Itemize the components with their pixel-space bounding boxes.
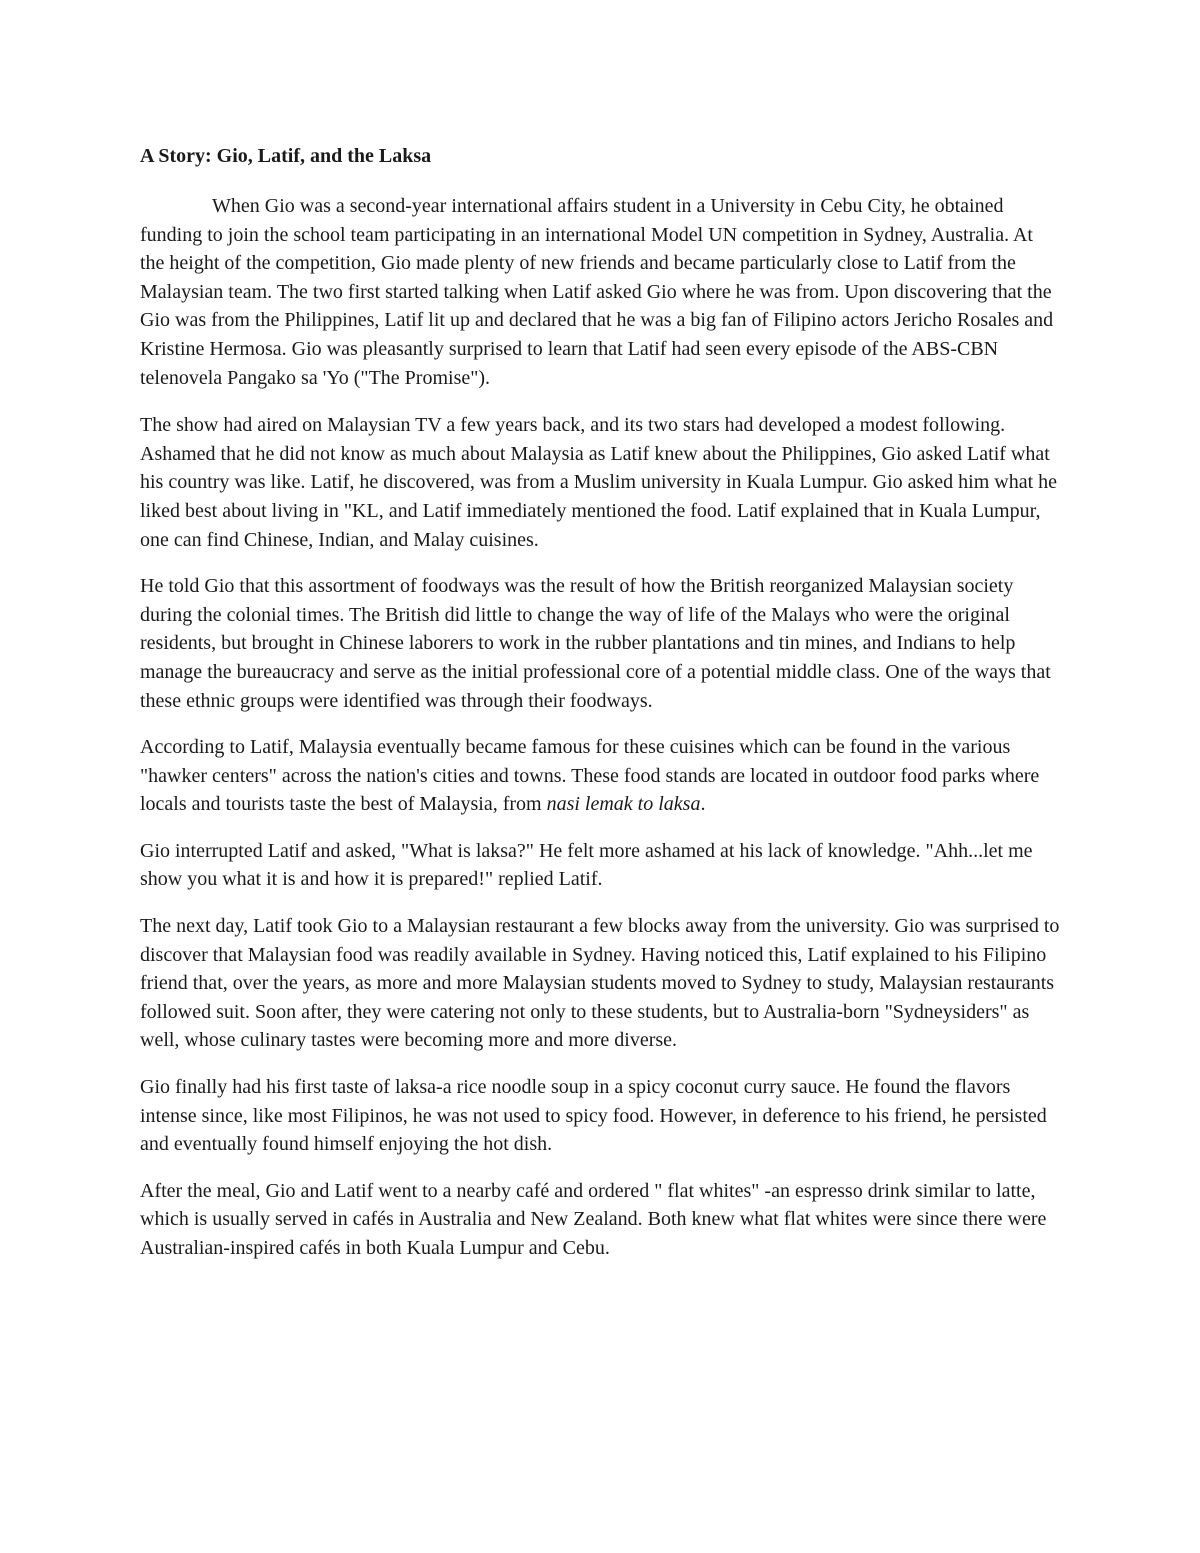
paragraph-8: After the meal, Gio and Latif went to a nearby café and ordered " flat whites" -an espresso drink similar to latte, which is usually served in cafés in Australia and New Zealand. Both knew what flat whites were since there were Australian-inspired cafés in both Kuala Lumpur and Cebu. — [140, 1179, 1047, 1259]
paragraph-4-end: . — [700, 793, 706, 816]
paragraph-2: The show had aired on Malaysian TV a few years back, and its two stars had developed a modest following. Ashamed that he did not know as much about Malaysia as Latif knew about the Philippines, Gio asked Latif what his country was like. Latif, he discovered, was from a Muslim university in Kuala Lumpur. Gio asked him what he liked best about living in "KL, and Latif immediately mentioned the food. Latif explained that in Kuala Lumpur, one can find Chinese, Indian, and Malay cuisines. — [140, 414, 1058, 551]
paragraph-6: The next day, Latif took Gio to a Malaysian restaurant a few blocks away from the university. Gio was surprised to discover that Malaysian food was readily available in Sydney. Having noticed this, Latif explained to his Filipino friend that, over the years, as more and more Malaysian students moved to Sydney to study, Malaysian restaurants followed suit. Soon after, they were catering not only to these students, but to Australia-born "Sydneysiders" as well, whose culinary tastes were becoming more and more diverse. — [140, 915, 1060, 1052]
document-title: A Story: Gio, Latif, and the Laksa — [140, 145, 432, 167]
paragraph-1: When Gio was a second-year international affairs student in a University in Cebu City, he obtained funding to join the school team participating in an international Model UN competition in Sydney, Australia. At the height of the competition, Gio made plenty of new friends and became particularly close to Latif from the Malaysian team. The two first started talking when Latif asked Gio where he was from. Upon discovering that the Gio was from the Philippines, Latif lit up and declared that he was a big fan of Filipino actors Jericho Rosales and Kristine Hermosa. Gio was pleasantly surprised to learn that Latif had seen every episode of the ABS-CBN telenovela Pangako sa 'Yo ("The Promise"). — [140, 195, 1054, 389]
paragraph-7: Gio finally had his first taste of laksa-a rice noodle soup in a spicy coconut curry sauce. He found the flavors intense since, like most Filipinos, he was not used to spicy food. However, in deference to his friend, he persisted and eventually found himself enjoying the hot dish. — [140, 1076, 1047, 1156]
paragraph-5: Gio interrupted Latif and asked, "What is laksa?" He felt more ashamed at his lack of knowledge. "Ahh...let me show you what it is and how it is prepared!" replied Latif. — [140, 839, 1033, 891]
paragraph-4-text: According to Latif, Malaysia eventually became famous for these cuisines which can be found in the various "hawker centers" across the nation's cities and towns. These food stands are located in outdoor food parks where locals and tourists taste the best of Malaysia, from — [140, 736, 1040, 816]
paragraph-4-italic-dishes: nasi lemak to laksa — [546, 793, 701, 816]
document-body — [140, 142, 1062, 1281]
paragraph-3: He told Gio that this assortment of foodways was the result of how the British reorganized Malaysian society during the colonial times. The British did little to change the way of life of the Malays who were the original residents, but brought in Chinese laborers to work in the rubber plantations and tin mines, and Indians to help manage the bureaucracy and serve as the initial professional core of a potential middle class. One of the ways that these ethnic groups were identified was through their foodways. — [140, 575, 1051, 712]
paragraph-4 — [140, 733, 1062, 819]
